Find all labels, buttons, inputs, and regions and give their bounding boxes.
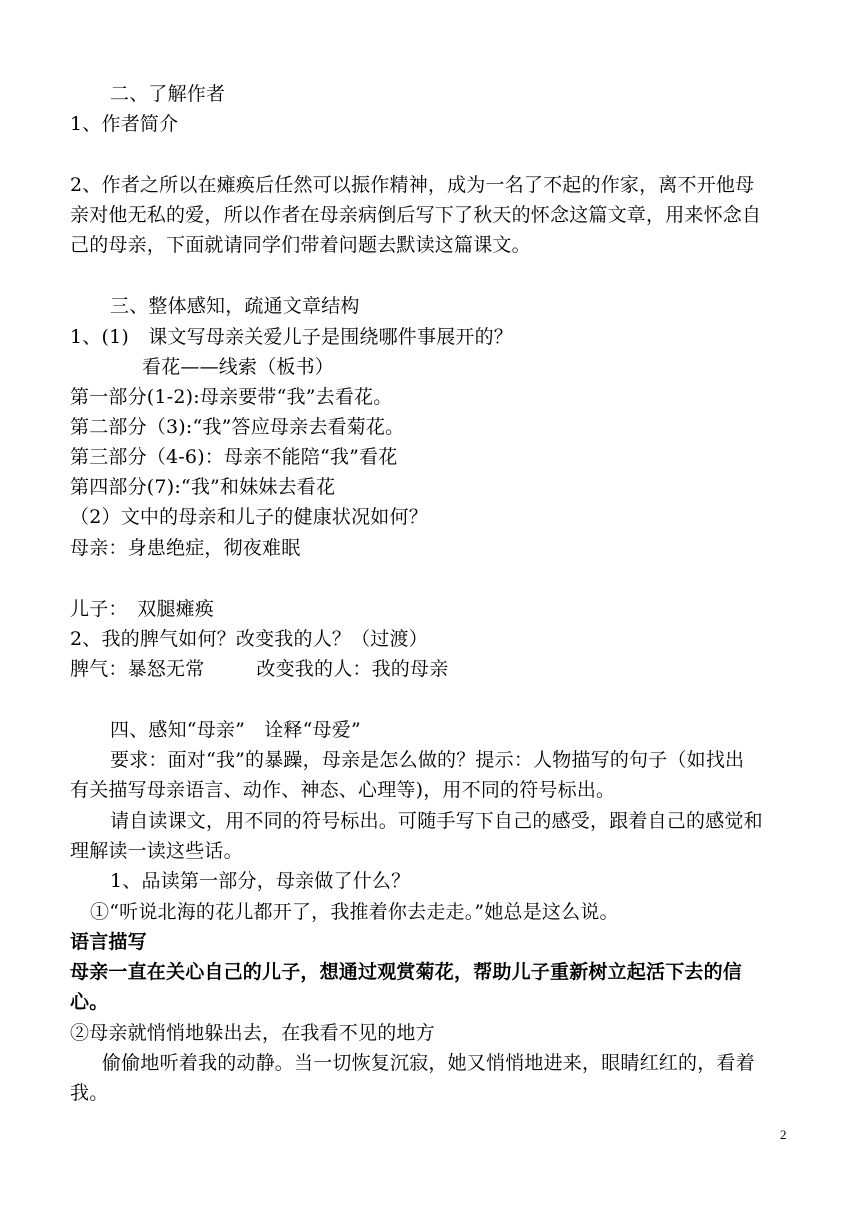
son-status: 儿子： 双腿瘫痪: [70, 598, 215, 620]
temper-line: [70, 654, 795, 684]
paragraph-line: 要求：面对“我”的暴躁，母亲是怎么做的？提示：人物描写的句子（如找出: [110, 749, 745, 771]
page-number: 2: [780, 1127, 787, 1142]
paragraph-line: 理解读一读这些话。: [70, 840, 243, 862]
part-4: 第四部分(7):“我”和妹妹去看花: [70, 476, 336, 498]
section2-heading: 二、了解作者: [110, 83, 226, 105]
paragraph-line: 偷偷地听着我的动静。当一切恢复沉寂，她又悄悄地进来，眼睛红红的，看着: [102, 1052, 755, 1074]
changer-label: 改变我的人：我的母亲: [256, 658, 449, 680]
paragraph-line: 请自读课文，用不同的符号标出。可随手写下自己的感受，跟着自己的感觉和: [110, 810, 763, 832]
question-3: 2、我的脾气如何？改变我的人？（过渡）: [70, 628, 428, 650]
question-2: （2）文中的母亲和儿子的健康状况如何？: [70, 506, 428, 528]
part-2: 第二部分（3):“我”答应母亲去看菊花。: [70, 416, 405, 438]
temper-label: 脾气：暴怒无常: [70, 658, 205, 680]
paragraph-line: 有关描写母亲语言、动作、神态、心理等)，用不同的符号标出。: [70, 779, 616, 801]
section4-heading: 四、感知“母亲” 诠释“母爱”: [110, 719, 361, 741]
paragraph-line: 亲对他无私的爱，所以作者在母亲病倒后写下了秋天的怀念这篇文章，用来怀念自: [70, 204, 762, 226]
paragraph-line: 己的母亲，下面就请同学们带着问题去默读这篇课文。: [70, 234, 531, 256]
clue-line: 看花——线索（板书）: [142, 356, 335, 378]
quote-2: ②母亲就悄悄地躲出去，在我看不见的地方: [70, 1022, 435, 1044]
mother-status: 母亲：身患绝症，彻夜难眠: [70, 537, 301, 559]
paragraph-line: 2、作者之所以在瘫痪后任然可以振作精神，成为一名了不起的作家，离不开他母: [70, 174, 755, 196]
part-3: 第三部分（4-6)：母亲不能陪“我”看花: [70, 446, 398, 468]
part-1: 第一部分(1-2):母亲要带“我”去看花。: [70, 386, 393, 408]
bold-paragraph-line: 母亲一直在关心自己的儿子，想通过观赏菊花，帮助儿子重新树立起活下去的信: [70, 961, 743, 983]
paragraph-line: 我。: [70, 1082, 109, 1104]
author-intro: 1、作者简介: [70, 113, 179, 135]
label-language-description: 语言描写: [70, 931, 147, 953]
question-1: 1、(1) 课文写母亲关爱儿子是围绕哪件事展开的？: [70, 326, 514, 348]
quote-1: ①“听说北海的花儿都开了，我推着你去走走。”她总是这么说。: [90, 901, 619, 923]
section3-heading: 三、整体感知，疏通文章结构: [110, 295, 360, 317]
bold-paragraph-line: 心。: [70, 991, 109, 1013]
sub-question-1: 1、品读第一部分，母亲做了什么？: [110, 870, 411, 892]
